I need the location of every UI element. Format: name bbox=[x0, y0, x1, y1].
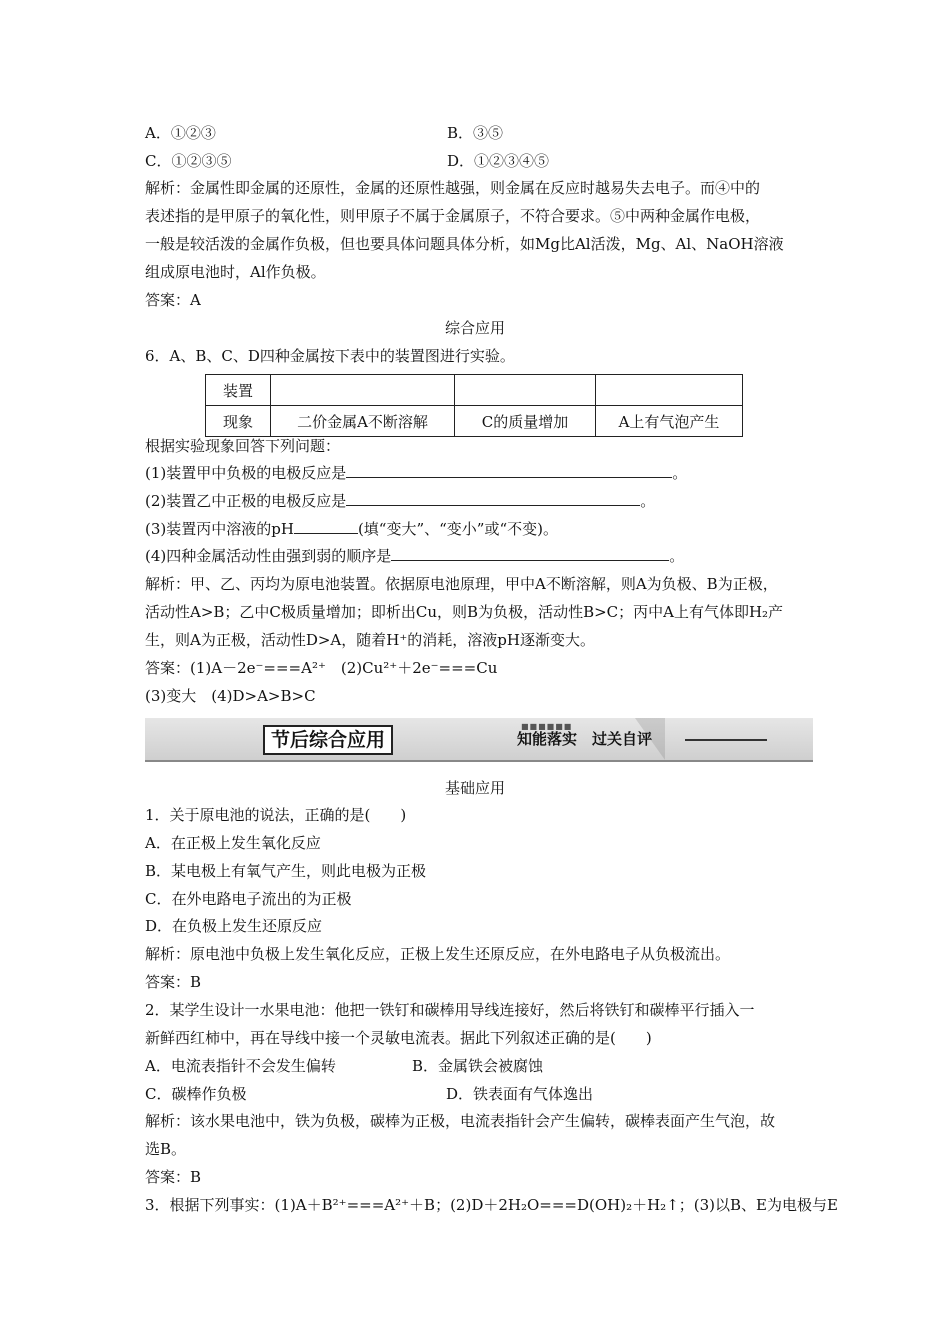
sub-question-text: (填“变大”、“变小”或“不变)。 bbox=[357, 520, 558, 538]
answer-blank bbox=[391, 546, 669, 561]
sub-question bbox=[145, 491, 655, 511]
answer-blank bbox=[346, 463, 672, 478]
analysis-line: 选B。 bbox=[145, 1140, 187, 1158]
option: A．在正极上发生氧化反应 bbox=[145, 834, 321, 852]
table-row bbox=[206, 375, 743, 406]
analysis-line: 解析：甲、乙、丙均为原电池装置。依据原电池原理，甲中A不断溶解，则A为负极、B为正极， bbox=[145, 575, 778, 593]
answer: 答案：A bbox=[145, 291, 201, 309]
period: 。 bbox=[640, 492, 656, 510]
section-heading: 基础应用 bbox=[444, 779, 505, 797]
answer-blank bbox=[346, 491, 640, 506]
option: D．铁表面有气体逸出 bbox=[446, 1085, 594, 1103]
option: C．在外电路电子流出的为正极 bbox=[145, 890, 352, 908]
answer: 答案：(1)A－2e⁻===A²⁺ (2)Cu²⁺＋2e⁻===Cu bbox=[145, 659, 498, 677]
question-stem: 1．关于原电池的说法，正确的是( ) bbox=[145, 806, 407, 824]
option: B．金属铁会被腐蚀 bbox=[412, 1057, 544, 1075]
question-stem: 6．A、B、C、D四种金属按下表中的装置图进行实验。 bbox=[145, 347, 515, 365]
sub-question-text: (4)四种金属活动性由强到弱的顺序是 bbox=[145, 547, 392, 565]
sub-question-text: (3)装置丙中溶液的pH bbox=[145, 520, 294, 538]
question-stem: 3．根据下列事实：(1)A＋B²⁺===A²⁺＋B；(2)D＋2H₂O===D(OH)₂＋H₂↑；(3)以B、E为电极与E bbox=[145, 1196, 838, 1214]
option: D．在负极上发生还原反应 bbox=[145, 917, 323, 935]
question-stem: 新鲜西红柿中，再在导线中接一个灵敏电流表。据此下列叙述正确的是( ) bbox=[145, 1029, 652, 1047]
table-cell bbox=[596, 375, 743, 406]
sub-question-text: (1)装置甲中负极的电极反应是 bbox=[145, 464, 347, 482]
table-cell: A上有气泡产生 bbox=[596, 406, 743, 437]
table-row bbox=[206, 406, 743, 437]
sub-question bbox=[145, 463, 687, 483]
table-header-cell: 现象 bbox=[206, 406, 271, 437]
experiment-table bbox=[205, 374, 743, 437]
banner-title: 节后综合应用 bbox=[263, 725, 393, 755]
option-b: B．③⑤ bbox=[447, 124, 504, 142]
analysis-line: 表述指的是甲原子的氧化性，则甲原子不属于金属原子，不符合要求。⑤中两种金属作电极， bbox=[145, 207, 761, 225]
section-heading: 综合应用 bbox=[444, 319, 505, 337]
analysis-line: 活动性A>B；乙中C极质量增加；即析出Cu，则B为负极，活动性B>C；丙中A上有气体即H₂产 bbox=[145, 603, 784, 621]
analysis-line: 生，则A为正极，活动性D>A，随着H⁺的消耗，溶液pH逐渐变大。 bbox=[145, 631, 595, 649]
option: A．电流表指针不会发生偏转 bbox=[145, 1057, 336, 1075]
prompt: 根据实验现象回答下列问题： bbox=[145, 437, 341, 455]
table-cell: 二价金属A不断溶解 bbox=[271, 406, 455, 437]
answer: 答案：B bbox=[145, 973, 202, 991]
section-banner bbox=[145, 718, 813, 762]
answer-blank bbox=[294, 519, 358, 534]
answer: (3)变大 (4)D>A>B>C bbox=[145, 687, 316, 705]
sub-question bbox=[145, 546, 684, 566]
answer: 答案：B bbox=[145, 1168, 202, 1186]
question-stem: 2．某学生设计一水果电池：他把一铁钉和碳棒用导线连接好，然后将铁钉和碳棒平行插入一 bbox=[145, 1001, 755, 1019]
analysis-line: 解析：金属性即金属的还原性，金属的还原性越强，则金属在反应时越易失去电子。而④中的 bbox=[145, 179, 761, 197]
analysis-line: 解析：该水果电池中，铁为负极，碳棒为正极，电流表指针会产生偏转，碳棒表面产生气泡，故 bbox=[145, 1112, 776, 1130]
sub-question-text: (2)装置乙中正极的电极反应是 bbox=[145, 492, 347, 510]
sub-question bbox=[145, 519, 558, 539]
table-header-cell: 装置 bbox=[206, 375, 271, 406]
option: C．碳棒作负极 bbox=[145, 1085, 247, 1103]
table-cell bbox=[455, 375, 596, 406]
option-a: A．①②③ bbox=[145, 124, 216, 142]
period: 。 bbox=[672, 464, 688, 482]
analysis-line: 组成原电池时，Al作负极。 bbox=[145, 263, 326, 281]
table-cell bbox=[271, 375, 455, 406]
banner-line bbox=[685, 739, 767, 741]
banner-motto: 知能落实 过关自评 bbox=[517, 730, 653, 748]
analysis-line: 一般是较活泼的金属作负极，但也要具体问题具体分析，如Mg比Al活泼，Mg、Al、NaOH溶液 bbox=[145, 235, 784, 253]
banner-dots: ■■■■■■ bbox=[521, 722, 573, 731]
option: B．某电极上有氧气产生，则此电极为正极 bbox=[145, 862, 427, 880]
option-c: C．①②③⑤ bbox=[145, 152, 232, 170]
option-d: D．①②③④⑤ bbox=[447, 152, 550, 170]
analysis-line: 解析：原电池中负极上发生氧化反应，正极上发生还原反应，在外电路电子从负极流出。 bbox=[145, 945, 731, 963]
table-cell: C的质量增加 bbox=[455, 406, 596, 437]
period: 。 bbox=[669, 547, 685, 565]
